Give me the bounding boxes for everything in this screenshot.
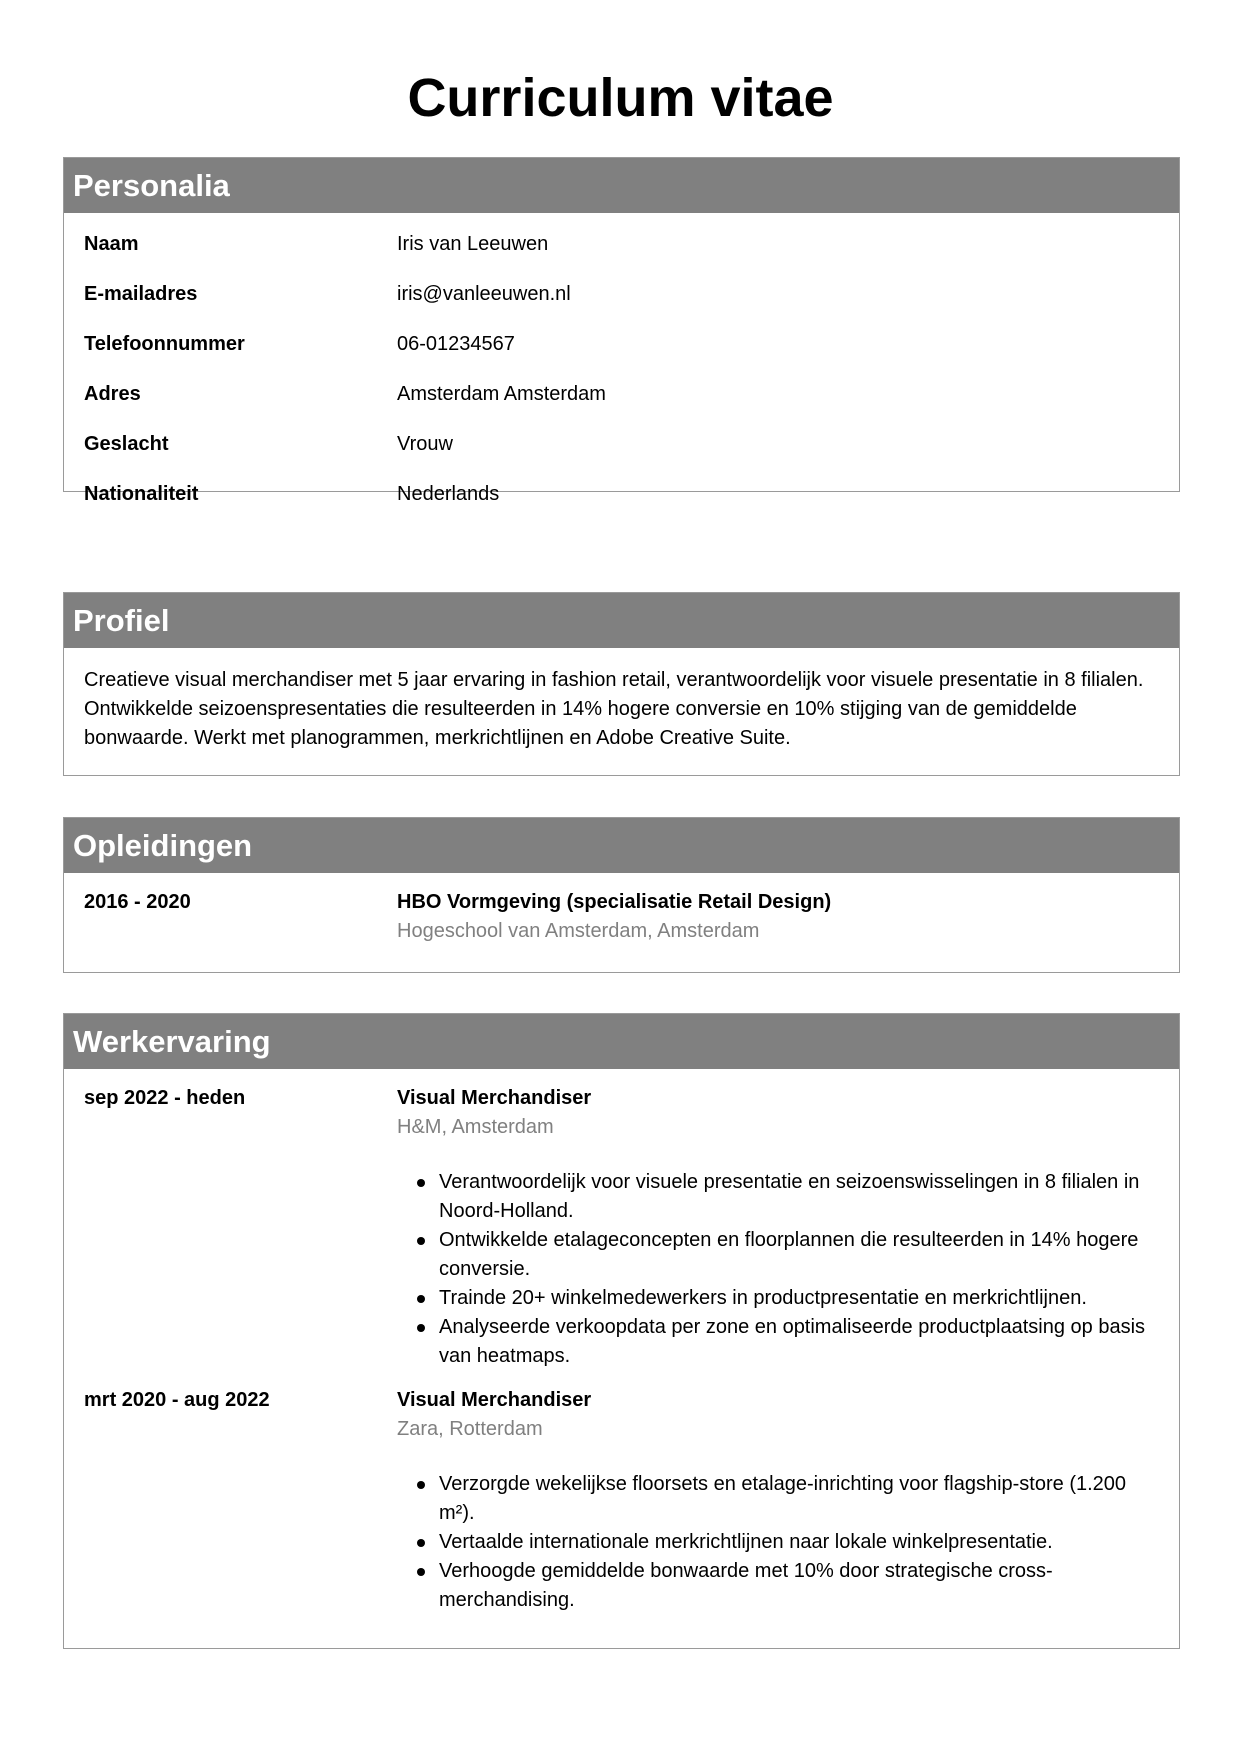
education-entry [84,888,1159,946]
personalia-value: Amsterdam Amsterdam [397,382,606,405]
werkervaring-heading: Werkervaring [64,1014,1179,1069]
education-institution: Hogeschool van Amsterdam, Amsterdam [397,920,760,942]
work-bullet: Analyseerde verkoopdata per zone en optimaliseerde productplaatsing op basis van heatmaps. [439,1313,1159,1371]
document-title: Curriculum vitae [407,68,834,128]
work-bullet-list [397,1470,1159,1615]
work-bullet: Trainde 20+ winkelmedewerkers in productpresentatie en merkrichtlijnen. [439,1284,1159,1313]
personalia-row-naam [84,219,1159,269]
personalia-row-adres [84,369,1159,419]
education-title: HBO Vormgeving (specialisatie Retail Design) [397,891,832,913]
work-bullet: Verantwoordelijk voor visuele presentatie en seizoenswisselingen in 8 filialen in Noord-Holland. [439,1168,1159,1226]
personalia-label: E-mailadres [84,282,198,305]
personalia-heading: Personalia [64,158,1179,213]
personalia-label: Naam [84,232,139,255]
work-period: mrt 2020 - aug 2022 [84,1389,270,1411]
personalia-row-geslacht [84,419,1159,469]
personalia-body [64,213,1179,533]
personalia-row-email [84,269,1159,319]
work-details [397,1386,1159,1615]
personalia-label: Nationaliteit [84,482,199,505]
personalia-value: 06-01234567 [397,332,515,355]
personalia-value: Iris van Leeuwen [397,232,549,255]
opleidingen-section [63,817,1180,973]
personalia-label: Adres [84,382,141,405]
work-company: Zara, Rotterdam [397,1418,543,1440]
education-details [397,888,1159,946]
work-bullet: Verhoogde gemiddelde bonwaarde met 10% door strategische cross-merchandising. [439,1557,1159,1615]
work-details [397,1084,1159,1371]
personalia-section [63,157,1180,505]
personalia-label: Telefoonnummer [84,332,245,355]
opleidingen-body [64,873,1179,960]
personalia-row-nationaliteit [84,469,1159,519]
profiel-heading: Profiel [64,593,1179,648]
personalia-value: Vrouw [397,432,453,455]
opleidingen-heading: Opleidingen [64,818,1179,873]
profiel-body [64,648,1179,767]
personalia-row-telefoon [84,319,1159,369]
work-bullet: Ontwikkelde etalageconcepten en floorplannen die resulteerden in 14% hogere conversie. [439,1226,1159,1284]
work-title: Visual Merchandiser [397,1389,592,1411]
work-company: H&M, Amsterdam [397,1116,554,1138]
work-entry [84,1084,1159,1371]
personalia-value: Nederlands [397,482,500,505]
work-entry [84,1386,1159,1615]
profile-summary: Creatieve visual merchandiser met 5 jaar ervaring in fashion retail, verantwoordelijk voor visuele presentatie in 8 filialen. Ontwikkelde seizoenspresentaties die resulteerden in 14% hogere conversie en 10% stijging van de gemiddelde bonwaarde. Werkt met planogrammen, merkrichtlijnen en Adobe Creative Suite. [84,669,1144,749]
work-title: Visual Merchandiser [397,1087,592,1109]
personalia-label: Geslacht [84,432,169,455]
work-bullet: Vertaalde internationale merkrichtlijnen naar lokale winkelpresentatie. [439,1528,1159,1557]
profiel-section [63,592,1180,776]
education-period: 2016 - 2020 [84,891,191,913]
work-period: sep 2022 - heden [84,1087,246,1109]
work-bullet: Verzorgde wekelijkse floorsets en etalage-inrichting voor flagship-store (1.200 m²). [439,1470,1159,1528]
work-bullet-list [397,1168,1159,1371]
werkervaring-body [64,1069,1179,1629]
werkervaring-section [63,1013,1180,1649]
personalia-value: iris@vanleeuwen.nl [397,282,571,305]
